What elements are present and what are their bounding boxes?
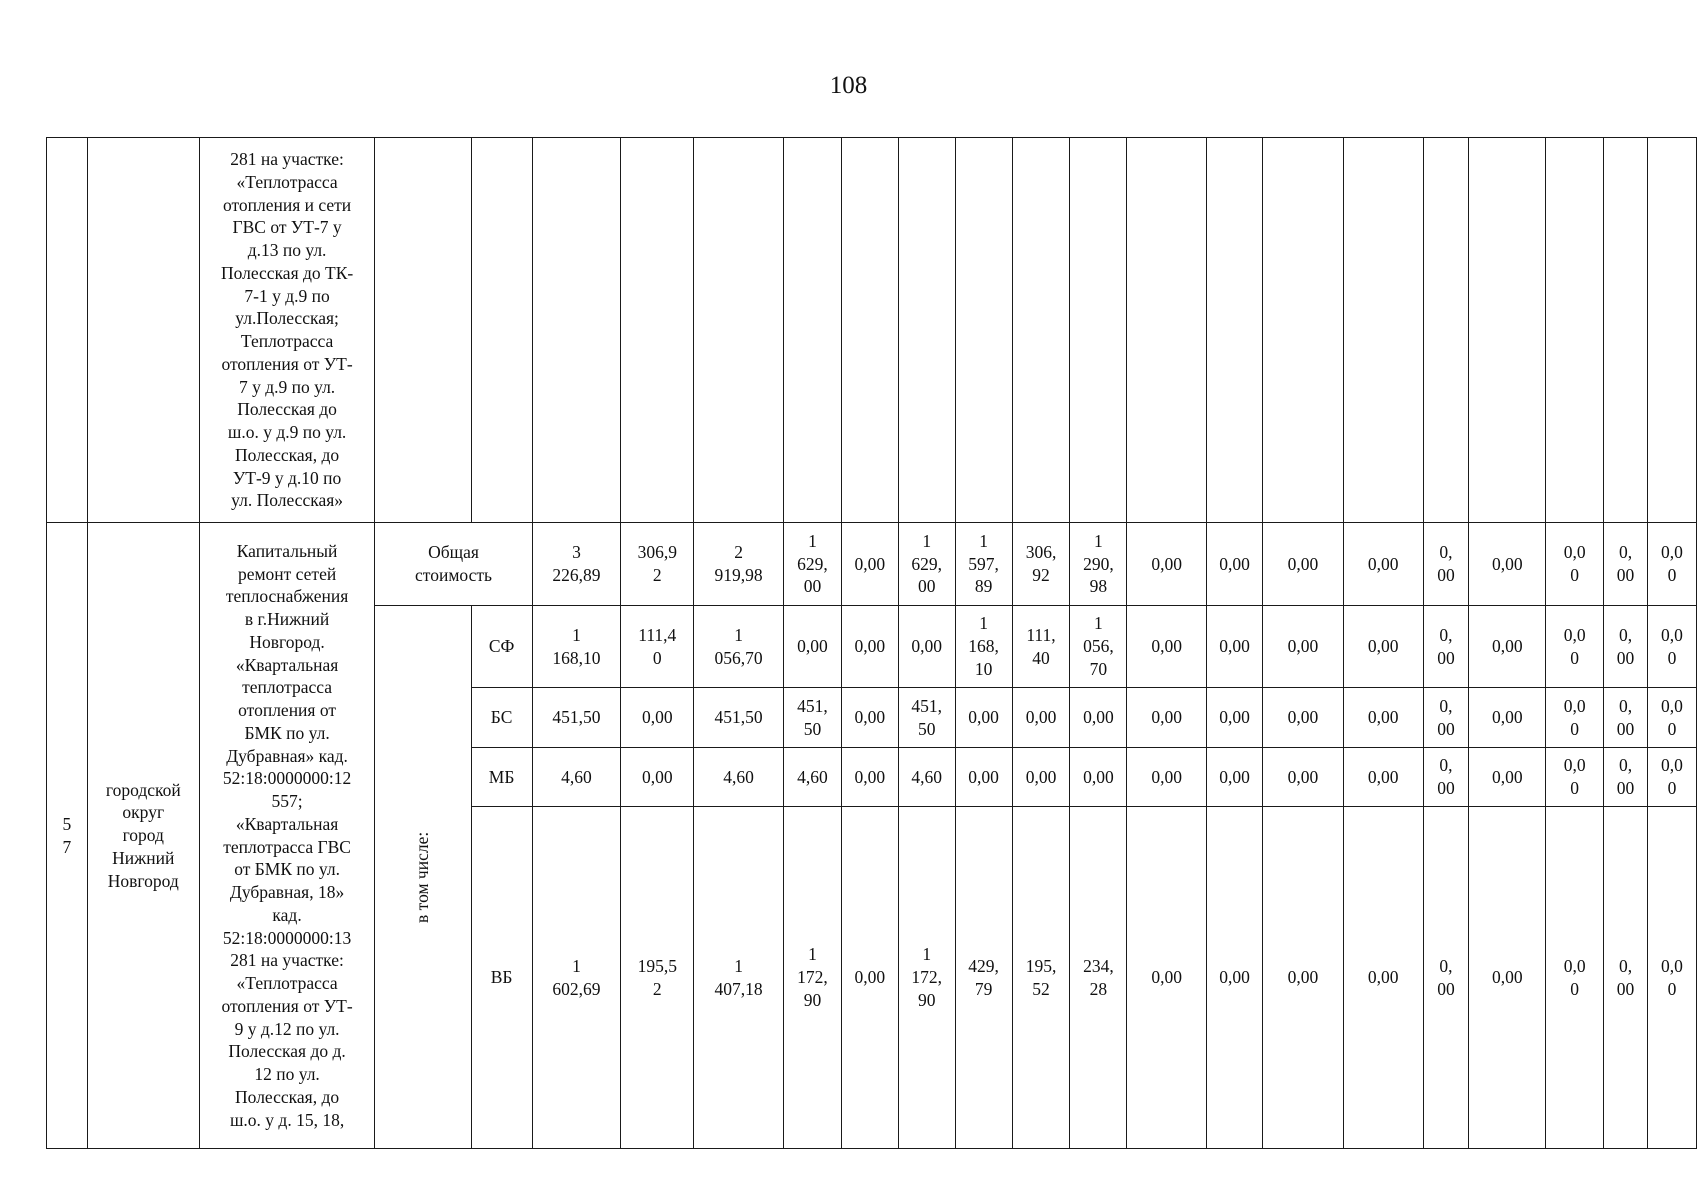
value-cell: 4,60 [784,748,842,807]
value-cell: 0,00 [1343,606,1423,688]
value-cell: 1 629, 00 [898,523,955,606]
value-cell: 0,00 [1070,748,1127,807]
value-cell: 195,5 2 [621,807,694,1149]
value-cell: 0, 00 [1423,748,1469,807]
value-cell: 0,0 0 [1546,688,1604,748]
page-number: 108 [829,72,868,99]
value-cell: 0,0 0 [1647,748,1696,807]
value-cell: 1 602,69 [532,807,621,1149]
row-label: БС [471,688,532,748]
value-cell: 0,00 [1127,606,1207,688]
value-cell: 195, 52 [1012,807,1070,1149]
value-cell: 0, 00 [1604,606,1648,688]
value-cell: 0,00 [841,748,898,807]
value-cell: 0,00 [1343,748,1423,807]
value-cell: 306, 92 [1012,523,1070,606]
value-cell: 0,00 [1127,688,1207,748]
value-cell: 0,0 0 [1546,606,1604,688]
value-cell: 0,00 [898,606,955,688]
value-cell: 0,0 0 [1546,523,1604,606]
budget-table [46,137,1697,1149]
value-cell: 0,00 [1012,688,1070,748]
value-cell: 0,00 [784,606,842,688]
value-cell: 451,50 [532,688,621,748]
value-cell: 0,00 [1343,688,1423,748]
value-cell: 0,0 0 [1647,606,1696,688]
value-cell: 3 226,89 [532,523,621,606]
value-cell: 0,00 [1469,523,1546,606]
value-cell: 0,00 [1207,523,1263,606]
value-cell: 0,00 [1469,748,1546,807]
value-cell: 0,00 [1207,688,1263,748]
value-cell: 0, 00 [1423,523,1469,606]
number-cell-empty [47,138,88,523]
value-cell: 0, 00 [1604,688,1648,748]
record-number: 5 7 [47,523,88,1149]
value-cell: 0,00 [1207,807,1263,1149]
value-cell: 0,0 0 [1546,807,1604,1149]
value-cell: 1 407,18 [694,807,784,1149]
value-cell: 0,0 0 [1647,807,1696,1149]
value-cell: 451, 50 [784,688,842,748]
value-cell: 0,00 [1070,688,1127,748]
value-cell: 0,00 [841,523,898,606]
value-cell: 0,0 0 [1546,748,1604,807]
continuation-description: 281 на участке: «Теплотрасса отопления и сети ГВС от УТ-7 у д.13 по ул. Полесская до ТК- 7-1 у д.9 по ул.Полесская; Теплотрасса отопления от УТ- 7 у д.9 по ул. Полесская до ш.о. у д.9 по ул. Полесская, до УТ-9 у д.10 по ул. Полесская» [199,138,375,523]
value-cell: 0,00 [621,748,694,807]
value-cell: 0,00 [1469,606,1546,688]
value-cell: 111, 40 [1012,606,1070,688]
row-label: СФ [471,606,532,688]
value-cell: 0,00 [1263,606,1344,688]
value-cell: 4,60 [694,748,784,807]
row-label: МБ [471,748,532,807]
value-cell: 0,00 [1263,807,1344,1149]
value-cell: 0,00 [1469,807,1546,1149]
record-description: Капитальный ремонт сетей теплоснабжения в г.Нижний Новгород. «Квартальная теплотрасса отопления от БМК по ул. Дубравная» кад. 52:18:0000000:12 557; «Квартальная теплотрасса ГВС от БМК по ул. Дубравная, 18» кад. 52:18:0000000:13 281 на участке: «Теплотрасса отопления от УТ- 9 у д.12 по ул. Полесская до д. 12 по ул. Полесская, до ш.о. у д. 15, 18, [199,523,375,1149]
value-cell: 0, 00 [1423,606,1469,688]
value-cell: 1 056, 70 [1070,606,1127,688]
including-label: в том числе: [412,831,433,923]
value-cell: 1 597, 89 [955,523,1012,606]
value-cell: 0, 00 [1423,688,1469,748]
value-cell: 0,00 [955,748,1012,807]
continuation-row [47,138,1697,523]
value-cell: 0,00 [621,688,694,748]
value-cell: 0,00 [841,807,898,1149]
value-cell: 0, 00 [1423,807,1469,1149]
value-cell: 4,60 [532,748,621,807]
value-cell: 0,00 [1207,748,1263,807]
including-label-cell [375,606,471,1149]
value-cell: 429, 79 [955,807,1012,1149]
value-cell: 1 172, 90 [898,807,955,1149]
value-cell: 1 168,10 [532,606,621,688]
value-cell: 0,00 [1012,748,1070,807]
value-cell: 0,0 0 [1647,523,1696,606]
value-cell: 0,00 [1343,807,1423,1149]
municipality-cell-empty [87,138,199,523]
value-cell: 306,9 2 [621,523,694,606]
value-cell: 4,60 [898,748,955,807]
value-cell: 451,50 [694,688,784,748]
value-cell: 1 172, 90 [784,807,842,1149]
value-cell: 1 629, 00 [784,523,842,606]
value-cell: 1 056,70 [694,606,784,688]
value-cell: 0,00 [1343,523,1423,606]
value-cell: 1 290, 98 [1070,523,1127,606]
value-cell: 0,00 [841,606,898,688]
total-row [47,523,1697,606]
value-cell: 0,00 [955,688,1012,748]
row-label: ВБ [471,807,532,1149]
value-cell: 0,00 [1127,807,1207,1149]
value-cell: 0,00 [1127,748,1207,807]
value-cell: 0,0 0 [1647,688,1696,748]
value-cell: 451, 50 [898,688,955,748]
value-cell: 2 919,98 [694,523,784,606]
value-cell: 0,00 [1127,523,1207,606]
value-cell: 234, 28 [1070,807,1127,1149]
value-cell: 0, 00 [1604,748,1648,807]
value-cell: 0,00 [1469,688,1546,748]
value-cell: 0,00 [1207,606,1263,688]
value-cell: 0,00 [1263,523,1344,606]
value-cell: 1 168, 10 [955,606,1012,688]
municipality: городской округ город Нижний Новгород [87,523,199,1149]
value-cell: 0, 00 [1604,807,1648,1149]
value-cell: 0,00 [1263,688,1344,748]
value-cell: 0, 00 [1604,523,1648,606]
value-cell: 0,00 [1263,748,1344,807]
total-label: Общая стоимость [375,523,532,606]
value-cell: 0,00 [841,688,898,748]
value-cell: 111,4 0 [621,606,694,688]
